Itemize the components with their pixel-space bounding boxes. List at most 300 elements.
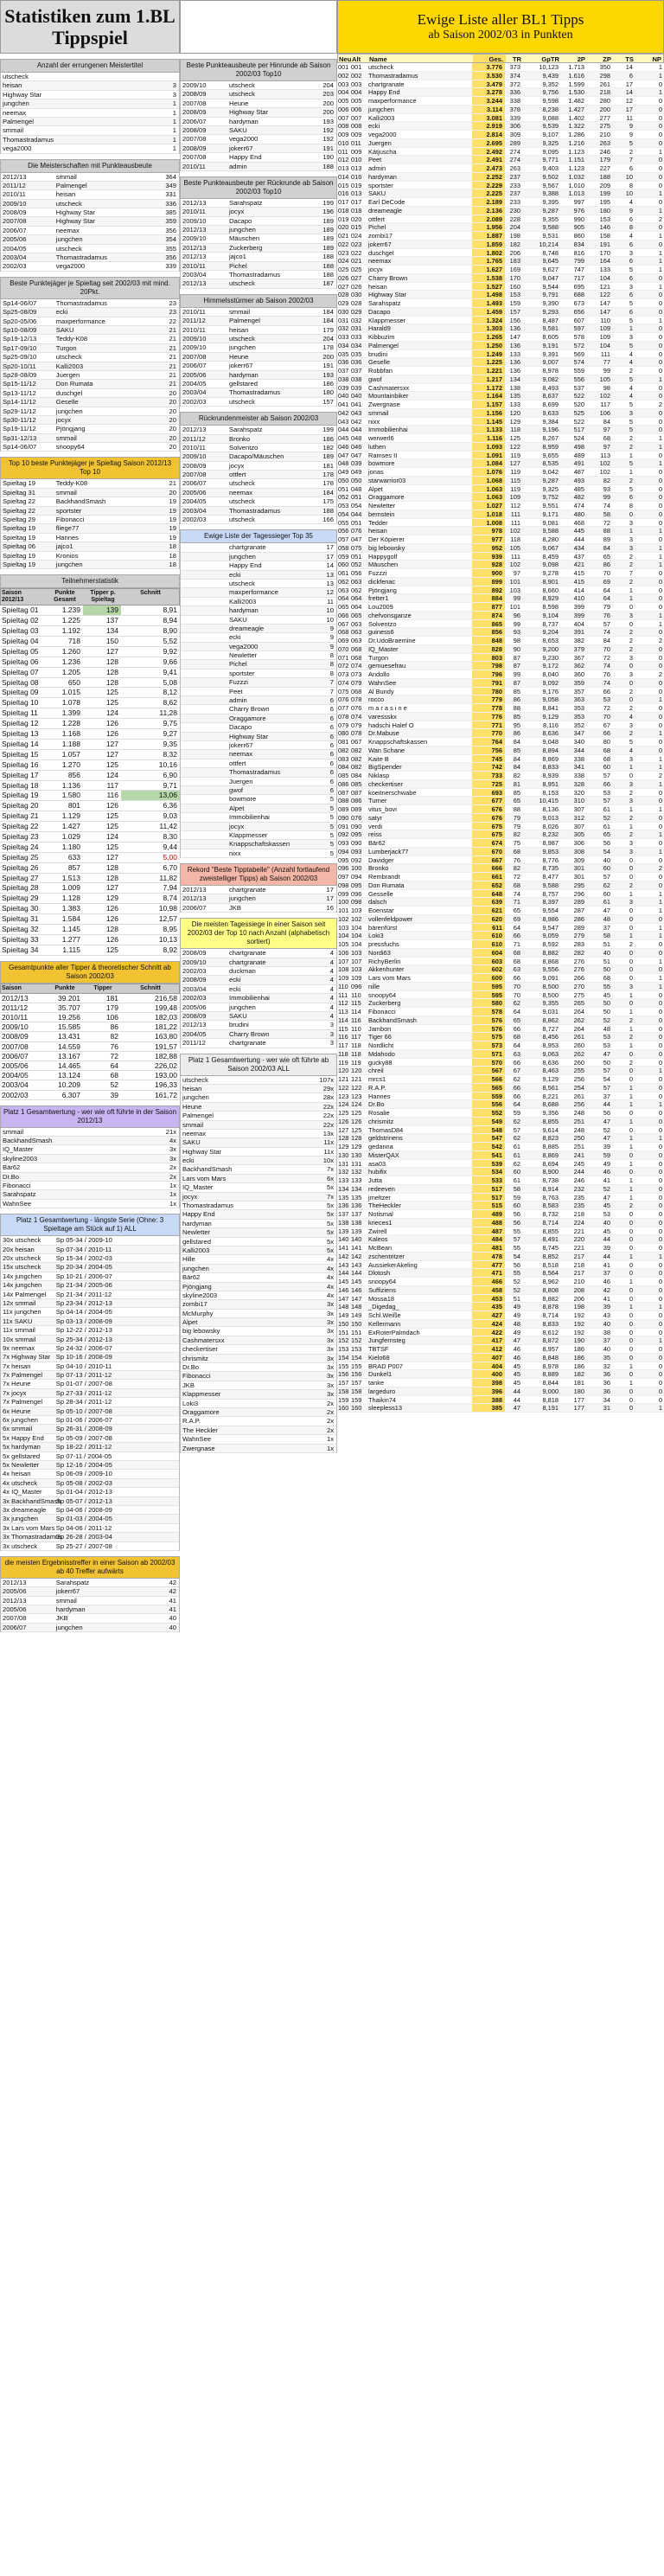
eternal-cell: 1.250 [472,342,505,349]
eternal-cell: 796 [472,670,505,678]
eternal-cell: 81 [513,779,520,788]
leader-count-all-row [181,1310,336,1318]
daily-winners-cell-b: Knappschaftskassen [229,840,290,849]
eternal-cell: Jungfernsteg [368,1336,405,1345]
eternal-cell: 104 [351,923,362,932]
daily-winners-cell-a [181,670,227,677]
eternal-cell: dalsch [368,898,387,907]
most-daily-wins-cell-b: Charry Brown [229,1029,270,1038]
eternal-cell: 0 [658,1285,662,1294]
eternal-cell: 3 [629,839,633,847]
daily-winners-cell-b: SAKU [229,615,247,624]
eternal-cell: 576 [472,1025,505,1033]
eternal-list-row [337,958,664,966]
leader-streak-cell-b: Sp 04-06 / 2011-12 [55,1523,112,1532]
eternal-cell: 1.402 [568,113,584,122]
eternal-cell: 001 [338,63,349,71]
eternal-cell: 8,962 [542,1278,559,1285]
eternal-cell: Pjöngjang [368,586,397,594]
eternal-cell: 068 [338,628,349,637]
daily-winners-row [181,678,336,687]
eternal-cell: 9,287 [542,206,559,215]
total-points-cell: 226,02 [155,1061,177,1070]
eternal-cell: 095 [351,881,362,889]
eternal-cell: 0 [658,273,662,282]
eternal-cell: 119 [338,1058,348,1067]
eternal-cell: 121 [351,1075,362,1083]
eternal-cell: 028 [338,291,349,299]
total-points-cell: 15.585 [58,1022,80,1032]
participant-stats-cell: 9,41 [163,667,177,676]
leader-streak-cell-b: Sp 21-34 / 2005-06 [55,1281,112,1290]
eternal-cell: 8,660 [542,586,559,594]
leader-streak-cell-c [147,1425,179,1432]
most-daily-wins-cell-c: 4 [329,949,334,958]
leader-count-all-cell-a: Loki3 [182,1399,199,1407]
leader-count-all-cell-c: 22x [322,1112,334,1120]
matchday-best-cell-a: Sp31-12/13 [3,433,37,442]
eternal-cell: 0 [629,1319,633,1328]
participant-stats-row [0,668,180,678]
sky-stormers-row [181,388,336,397]
leader-count-cell-c: 1x [169,1182,176,1190]
eternal-cell: 237 [509,189,520,198]
leader-streak-row [1,1308,179,1317]
eternal-list-row [337,561,664,569]
total-points-row [0,1022,180,1032]
champion-titles-cell-b [54,91,147,99]
eternal-cell: 55 [603,982,610,990]
best-table-record-cell-a: 2012/13 [182,886,207,894]
eternal-cell: 666 [472,864,505,872]
eternal-cell: 198 [573,1303,584,1311]
eternal-cell: 296 [573,889,584,898]
eternal-cell: smmail [368,408,389,417]
eternal-cell: satyr [368,813,383,822]
daily-winners-row [181,651,336,660]
sky-stormers-cell-a: 2005/06 [182,370,207,379]
leader-count-all-cell-b [227,1345,309,1353]
daily-winners-cell-c: 14 [326,561,334,570]
eternal-cell: 263 [509,164,520,172]
eternal-cell: 1.221 [472,367,505,375]
eternal-cell: Schl.Weiße [368,1311,401,1319]
eternal-cell: 0 [658,324,662,333]
eternal-cell: reiss [368,830,382,839]
eternal-cell: 1 [629,1362,633,1370]
eternal-cell: 399 [573,611,584,619]
most-hits-cell-a: 2005/06 [3,1587,27,1596]
eternal-list-row [337,189,664,198]
daily-winners-row [181,580,336,588]
eternal-cell: 9,551 [542,502,559,509]
leader-count-all-row [181,1345,336,1354]
eternal-cell: 828 [472,645,505,653]
most-hits-cell-a: 2006/07 [3,1623,27,1631]
eternal-cell: 71 [513,940,520,948]
eternal-cell: 1 [629,822,633,830]
eternal-cell: 183 [509,257,520,266]
leader-streak-cell-b: Sp 06-09 / 2009-10 [55,1470,112,1478]
eternal-cell: 154 [338,1353,349,1362]
matchday-best-rows [0,299,180,452]
eternal-cell: 39 [603,1143,610,1150]
leader-count-row [1,1182,179,1190]
champion-titles-row [1,136,179,144]
season-top10-row [1,542,179,551]
eternal-cell: 0 [629,914,633,923]
eternal-cell: 040 [351,392,362,400]
eternal-list-row [337,553,664,561]
eternal-cell: 69 [603,577,610,586]
eternal-cell: 011 [351,138,361,147]
eternal-cell: 0 [658,333,662,341]
champion-titles-row [1,144,179,153]
eternal-cell: 064 [351,594,362,603]
eternal-cell: 5 [629,316,633,324]
eternal-cell: 138 [338,1218,349,1227]
eternal-list-header [337,54,664,63]
matchday-best-section [0,277,180,452]
eternal-cell: 385 [472,1404,505,1412]
matchday-best-cell-b: Turgon [55,343,77,352]
daily-winners-cell-b: ecki [229,633,241,642]
season-top10-cell-b: Teddy-K08 [55,479,88,488]
eternal-cell: Jambon [368,1024,392,1033]
leader-count-all-row [181,1327,336,1336]
eternal-cell: 0 [629,1075,633,1083]
eternal-cell: 93 [513,628,520,637]
total-points-cell: 2012/13 [2,993,29,1003]
participant-stats-cell: 8,95 [163,924,177,933]
daily-winners-row [181,741,336,750]
eternal-cell: 086 [351,797,362,805]
eternal-cell: 8,957 [542,1345,559,1353]
eternal-cell: jocyx [368,266,383,273]
most-hits-row [1,1587,179,1596]
eternal-cell: 0 [658,653,662,662]
matchday-best-cell-a: Sp14-06/07 [3,443,37,452]
total-points-cell: 86 [110,1022,118,1032]
most-daily-wins-cell-c: 4 [329,1011,334,1020]
eternal-cell: 102 [509,527,520,535]
eternal-list-rows [337,63,664,1413]
eternal-cell: Ramses II [368,451,398,459]
season-top10-cell-a: Spieltag 31 [3,488,35,497]
leader-streak-cell-c [147,1236,179,1244]
participant-stats-cell: 8,74 [163,894,177,903]
first-half-best-cell-c: 192 [322,125,334,134]
eternal-cell: 8,592 [542,940,559,948]
eternal-cell: 186 [573,1353,584,1362]
champion-titles-cell-b [54,126,147,134]
participant-stats-cell: 125 [105,945,118,954]
eternal-list-row [337,240,664,249]
eternal-cell: 9,287 [542,476,559,484]
total-points-col-header: Saison [2,984,22,991]
eternal-cell: 70 [603,712,610,721]
participant-stats-cell: 129 [105,894,118,903]
daily-winners-cell-a [181,778,227,785]
eternal-cell: 2 [629,637,633,644]
eternal-cell: 8,280 [542,535,559,543]
participant-stats-cell: 1.239 [61,606,80,615]
total-points-cell: 13.431 [58,1032,80,1041]
participant-stats-cell: 125 [105,822,118,831]
second-half-champions-cell-c: 186 [322,434,334,443]
eternal-cell: 9,172 [542,662,559,670]
eternal-cell: bernstein [368,509,395,518]
eternal-list-row [337,772,664,780]
eternal-cell: 9,384 [542,417,559,426]
eternal-cell: 1 [658,779,662,788]
eternal-cell: 013 [351,164,362,172]
daily-winners-row [181,849,336,858]
eternal-list-row [337,333,664,342]
daily-winners-row [181,571,336,580]
eternal-cell: 6 [629,164,633,172]
champion-points-cell-a: 2010/11 [3,190,26,199]
eternal-cell: 031 [351,324,362,333]
participant-stats-cell: 8,32 [163,749,177,759]
eternal-cell: 34 [603,1395,610,1404]
eternal-cell: 928 [472,561,505,568]
leader-streak-cell-c [147,1488,179,1496]
participant-stats-cell: Spieltag 19 [2,791,39,800]
eternal-cell: 0 [658,1311,662,1319]
eternal-cell: 8,561 [542,1083,559,1092]
participant-stats-cell: 5,52 [163,637,177,646]
eternal-cell: 090 [351,839,362,847]
eternal-cell: admin [368,164,386,172]
season-top10-row [1,561,179,569]
eternal-cell: 0 [658,172,662,181]
eternal-cell: 3 [629,898,633,907]
eternal-cell: 816 [573,248,584,257]
leader-streak-cell-c [147,1272,179,1280]
eternal-cell: 0 [629,974,633,982]
participant-stats-cell: 6,90 [163,770,177,779]
eternal-cell: hardyman [368,172,397,181]
best-table-record-cell-b: chartgranate [229,886,266,894]
eternal-cell: 573 [472,1041,505,1049]
participant-stats-cell: Spieltag 23 [2,831,39,841]
sky-stormers-cell-b: gellstared [229,379,258,388]
eternal-cell: 3 [629,611,633,619]
total-points-row [0,1061,180,1071]
leader-streak-cell-b: Sp 10-16 / 2008-09 [55,1353,112,1362]
eternal-cell: 0 [658,873,662,881]
eternal-cell: 1 [658,754,662,763]
eternal-list-row [337,628,664,637]
eternal-list-row [337,670,664,679]
most-daily-wins-row [181,1003,336,1012]
total-points-cell: 35.707 [58,1003,80,1012]
daily-winners-cell-c: 6 [329,723,334,732]
eternal-cell: Tiger 66 [368,1033,392,1041]
eternal-cell: 276 [573,965,584,974]
second-half-champions-cell-c: 166 [322,516,334,524]
eternal-cell: 8,914 [542,1184,559,1193]
sky-stormers-rows [180,308,337,407]
eternal-cell: 3 [629,408,633,417]
participant-stats-row [0,760,180,771]
champion-points-row [1,253,179,262]
most-daily-wins-row [181,949,336,958]
total-points-row [0,1003,180,1013]
eternal-cell: 444 [573,535,584,543]
leader-streak-cell-a: 4x utscheck [3,1478,38,1487]
eternal-cell: 0 [658,577,662,586]
champion-points-row [1,235,179,244]
participant-stats-cell: 8,90 [163,626,177,636]
leader-count-cell-b [54,1155,147,1163]
eternal-cell: 027 [338,282,349,291]
leader-count-heading: Platz 1 Gesamtwertung - wer wie oft führte in der Saison 2012/13 [0,1105,180,1128]
first-half-best-section [180,59,337,171]
leader-count-all-row [181,1445,336,1453]
eternal-cell: 45 [513,1362,520,1370]
leader-streak-row [1,1425,179,1433]
daily-winners-cell-c: 6 [329,696,334,705]
eternal-cell: 050 [351,476,362,484]
eternal-cell: 977 [472,535,505,543]
participant-stats-cell: 1.225 [61,616,80,625]
champion-points-cell-c: 349 [165,181,176,189]
eternal-cell: 079 [351,678,362,687]
eternal-cell: 8,040 [542,670,559,678]
eternal-cell: 9,081 [542,518,559,527]
matchday-best-cell-c: 23 [169,308,176,317]
eternal-list-row [337,1176,664,1185]
eternal-col-header: Name [369,55,387,63]
leader-streak-cell-a: 7x heisan [3,1362,31,1370]
leader-streak-cell-b: Sp 28-34 / 2011-12 [55,1398,112,1407]
eternal-cell: 0 [629,1353,633,1362]
daily-winners-row [181,714,336,723]
daily-winners-cell-b: Oraggamore [229,714,266,722]
first-half-best-cell-b: Highway Star [229,108,269,117]
eternal-cell: 009 [338,131,349,138]
eternal-cell: 8,637 [542,392,559,400]
eternal-cell: 1 [629,1117,633,1125]
participant-stats-cell: 10,13 [158,934,177,944]
participant-stats-cell: Spieltag 02 [2,616,39,625]
eternal-cell: 0 [658,468,662,476]
eternal-cell: Pichel [368,223,386,232]
eternal-cell: Dacapo [368,307,391,316]
eternal-list-row [337,1118,664,1126]
eternal-cell: 522 [573,392,584,400]
eternal-cell: 146 [338,1285,349,1294]
eternal-cell: 1.091 [472,452,505,459]
eternal-cell: 232 [573,1184,584,1193]
eternal-cell: 9,627 [542,266,559,273]
eternal-cell: 265 [573,999,584,1008]
eternal-cell: 047 [351,451,362,459]
eternal-cell: 0 [658,198,662,206]
leader-count-all-section [180,1054,337,1453]
eternal-cell: Rembrandt [368,873,400,881]
eternal-cell: 98 [603,383,610,392]
leader-count-all-cell-b [227,1228,309,1236]
eternal-cell: 102 [599,392,610,400]
total-points-cell: 2006/07 [2,1051,29,1061]
daily-winners-cell-b: Klappmesser [229,830,268,839]
eternal-cell: Sarahspatz [368,299,401,307]
eternal-cell: 217 [573,1269,584,1278]
eternal-list-row [337,308,664,317]
total-points-cell: 19.256 [58,1013,80,1022]
participant-stats-row [0,791,180,801]
eternal-cell: Loki3 [368,932,384,940]
eternal-cell: 53 [603,788,610,797]
eternal-cell: 043 [351,408,362,417]
participant-stats-cell: 1.129 [61,811,80,821]
second-half-best-section [180,176,337,289]
leader-streak-cell-c [147,1416,179,1424]
matchday-best-cell-c: 21 [169,380,176,388]
eternal-cell: 099 [338,889,349,898]
eternal-cell: 076 [338,695,349,704]
eternal-cell: 068 [351,644,362,653]
matchday-best-cell-a: Sp20-10/11 [3,362,36,370]
matchday-best-cell-c: 20 [169,388,176,397]
eternal-cell: 159 [351,1395,362,1404]
most-daily-wins-cell-a: 2011/12 [182,1039,206,1048]
eternal-cell: 082 [351,746,362,754]
eternal-cell: 648 [472,890,505,898]
eternal-cell: 71 [513,898,520,907]
leader-streak-cell-a: 7x Palmengel [3,1371,43,1380]
eternal-cell: vollenfeldpower [368,914,413,923]
eternal-cell: 3.081 [472,114,505,122]
second-half-best-cell-b: Dacapo [229,216,252,225]
participant-stats-cell: 125 [105,759,118,769]
eternal-cell: Thomastradamus [368,71,418,80]
champion-titles-cell-a: utscheck [3,73,29,80]
total-points-cell: 72 [110,1051,118,1061]
eternal-cell: 36 [603,1370,610,1379]
eternal-cell: 8,605 [542,333,559,341]
matchday-best-cell-c: 21 [169,353,176,362]
eternal-cell: 0 [658,1328,662,1336]
daily-winners-cell-a [181,651,227,659]
eternal-cell: 1.076 [472,468,505,476]
daily-winners-cell-a [181,561,227,569]
eternal-cell: 1 [629,1024,633,1033]
eternal-cell: 0 [629,603,633,611]
eternal-cell: Juergen [368,138,392,147]
eternal-list-row [337,493,664,502]
leader-streak-row [1,1470,179,1478]
eternal-cell: 277 [599,113,610,122]
eternal-cell: 117 [338,1041,348,1049]
daily-winners-cell-b: Fuzzzi [229,678,248,687]
daily-winners-row [181,804,336,813]
total-points-cell: 2007/08 [2,1041,29,1051]
eternal-cell: 275 [599,122,610,131]
leader-count-all-cell-c: 5x [326,1237,334,1246]
second-half-best-row [181,226,336,234]
leader-streak-cell-a: 5x Newletter [3,1460,40,1469]
eternal-cell: 0 [658,813,662,822]
eternal-cell: 133 [351,1176,362,1184]
daily-winners-cell-b: chartgranate [229,543,266,552]
champion-titles-section [0,59,180,154]
leader-streak-row [1,1246,179,1254]
eternal-cell: 803 [472,654,505,662]
